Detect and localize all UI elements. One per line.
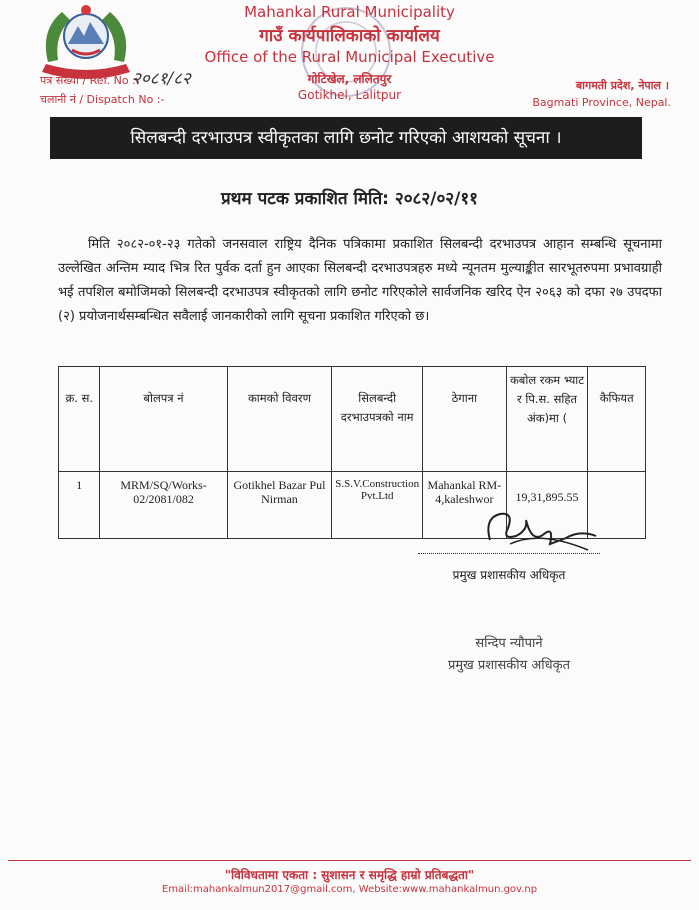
col-header-work: कामको विवरण	[227, 367, 332, 472]
cell-address: Mahankal RM-4,kaleshwor	[423, 472, 507, 539]
office-name-en: Office of the Rural Municipal Executive	[204, 48, 495, 66]
municipality-name-en: Mahankal Rural Municipality	[244, 3, 455, 21]
notice-body: मिति २०८२-०१-२३ गतेको जनसवाल राष्ट्रिय दैनिक पत्रिकामा प्रकाशित सिलबन्दी दरभाउपत्र आहान सम्बन्धि सूचनामा उल्लेखित अन्तिम म्याद भित्र रित पुर्वक दर्ता हुन आएका सिलबन्दी दरभाउपत्रहरु मध्ये न्यूनतम मुल्याङ्कीत सारभूतरुपमा प्रभावग्राही भई तपशिल बमोजिमको सिलबन्दी दरभाउपत्र स्वीकृतको लागि छनोट गरिएकोले सार्वजनिक खरिद ऐन २०६३ को दफा २७ उपदफा (२) प्रयोजनार्थसम्बन्धित सवैलाई जानकारीको लागि सूचना प्रकाशित गरिएको छ।	[58, 237, 662, 324]
ref-number-label: पत्र संख्या / Ref. No :-	[40, 74, 140, 87]
address-en: Gotikhel, Lalitpur	[297, 88, 402, 102]
signature-line	[418, 553, 600, 554]
footer-contact: Email:mahankalmun2017@gmail.com, Website:www.mahankalmun.gov.np	[161, 884, 538, 895]
cell-amount: 19,31,895.55	[506, 472, 588, 539]
address-np: गोटिखेल, ललितपुर	[307, 72, 392, 86]
signatory-name: सन्दिप न्यौपाने	[475, 636, 543, 651]
province-en: Bagmati Province, Nepal.	[532, 96, 671, 109]
col-header-remarks: कैफियत	[588, 367, 646, 472]
col-header-address: ठेगाना	[423, 367, 507, 472]
col-header-sn: क्र. स.	[59, 367, 100, 472]
signature-icon	[470, 500, 610, 560]
cell-sn: 1	[59, 472, 100, 539]
dispatch-number-label: चलानी नं / Dispatch No :-	[40, 93, 165, 106]
table-header-row	[59, 367, 646, 472]
footer-slogan: "विविधतामा एकता : सुशासन र समृद्धि हाम्रो प्रतिबद्धता"	[224, 868, 475, 882]
cell-bid-no: MRM/SQ/Works-02/2081/082	[100, 472, 227, 539]
signatory-designation: प्रमुख प्रशासकीय अधिकृत	[447, 658, 571, 673]
office-name-np: गाउँ कार्यपालिकाको कार्यालय	[259, 26, 440, 46]
notice-banner: सिलबन्दी दरभाउपत्र स्वीकृतका लागि छनोट गरिएको आशयको सूचना ।	[50, 117, 642, 159]
province-np: बागमती प्रदेश, नेपाल ।	[575, 79, 669, 92]
col-header-amount: कबोल रकम भ्याट र पि.स. सहित अंक)मा (	[506, 367, 588, 472]
signatory-title: प्रमुख प्रशासकीय अधिकृत	[452, 568, 566, 582]
first-published-date: प्रथम पटक प्रकाशित मिति: २०८२/०२/११	[220, 189, 479, 209]
cell-bidder: S.S.V.Construction Pvt.Ltd	[332, 472, 423, 539]
col-header-bid-no: बोलपत्र नं	[100, 367, 227, 472]
col-header-bidder: सिलबन्दी दरभाउपत्रको नाम	[332, 367, 423, 472]
footer-divider	[8, 860, 691, 861]
ref-number-value: २०८१/८२	[132, 69, 191, 89]
cell-work: Gotikhel Bazar Pul Nirman	[227, 472, 332, 539]
